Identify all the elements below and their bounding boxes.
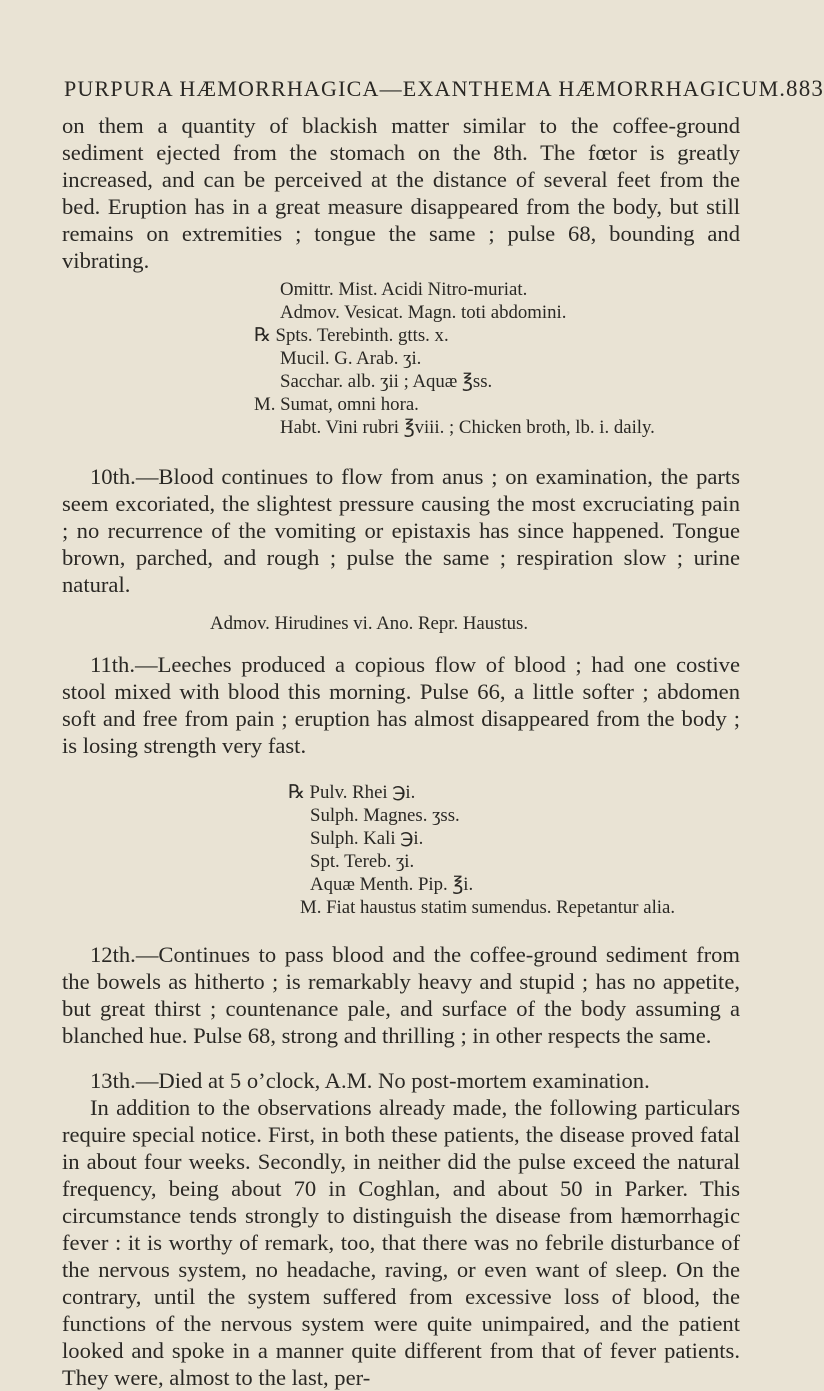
prescription-line: ℞ Pulv. Rhei ℈i. — [288, 782, 416, 803]
prescription-line: ℞ Spts. Terebinth. gtts. x. — [254, 325, 449, 346]
prescription-block-1 — [62, 278, 740, 439]
page-body — [62, 112, 740, 1391]
prescription-line: Aquæ Menth. Pip. ℥i. — [310, 874, 474, 895]
paragraph-11th: 11th.—Leeches produced a copious flow of blood ; had one costive stool mixed with blood this morning. Pulse 66, a little softer ; abdomen soft and free from pain ; eruption has almost disappeared from the body ; is losing strength very fast. — [62, 652, 740, 758]
paragraph-12th: 12th.—Continues to pass blood and the coffee-ground sediment from the bowels as hitherto ; is remarkably heavy and stupid ; has no appetite, but great thirst ; countenance pale, and surface of the body assuming a blanched hue. Pulse 68, strong and thrilling ; in other respects the same. — [62, 942, 740, 1048]
running-title: PURPURA HÆMORRHAGICA—EXANTHEMA HÆMORRHAGICUM. — [64, 76, 787, 101]
prescription-line: Admov. Vesicat. Magn. toti abdomini. — [280, 302, 567, 323]
prescription-line: M. Fiat haustus statim sumendus. Repetantur alia. — [300, 897, 676, 918]
prescription-line: M. Sumat, omni hora. — [254, 394, 419, 415]
prescription-line: Habt. Vini rubri ℥viii. ; Chicken broth, lb. i. daily. — [280, 417, 655, 438]
prescription-block-2 — [62, 781, 740, 919]
prescription-line: Sulph. Kali ℈i. — [310, 828, 424, 849]
prescription-line: Spt. Tereb. ʒi. — [310, 851, 415, 872]
paragraph-10th: 10th.—Blood continues to flow from anus ; on examination, the parts seem excoriated, the slightest pressure causing the most excruciating pain ; no recurrence of the vomiting or epistaxis has since happened. Tongue brown, parched, and rough ; pulse the same ; respiration slow ; urine natural. — [62, 464, 740, 597]
paragraph-13th: 13th.—Died at 5 o’clock, A.M. No post-mortem examination. — [90, 1068, 650, 1093]
page-number: 883 — [786, 76, 824, 101]
prescription-line: Mucil. G. Arab. ʒi. — [280, 348, 422, 369]
paragraph-continuation: on them a quantity of blackish matter similar to the coffee-ground sediment ejected from the stomach on the 8th. The fœtor is greatly increased, and can be perceived at the distance of several feet from the bed. Eruption has in a great measure disappeared from the body, but still remains on extremities ; tongue the same ; pulse 68, bounding and vibrating. — [62, 113, 740, 273]
paragraph-observations: In addition to the observations already made, the following particulars require special notice. First, in both these patients, the disease proved fatal in about four weeks. Secondly, in neither did the pulse exceed the natural frequency, being about 70 in Coghlan, and about 50 in Parker. This circumstance tends strongly to distinguish the disease from hæmorrhagic fever : it is worthy of remark, too, that there was no febrile disturbance of the nervous system, no headache, raving, or even want of sleep. On the contrary, until the system suffered from excessive loss of blood, the functions of the nervous system were quite unimpaired, and the patient looked and spoke in a manner quite different from that of fever patients. They were, almost to the last, per- — [62, 1095, 740, 1390]
admov-line: Admov. Hirudines vi. Ano. Repr. Haustus. — [210, 613, 529, 634]
prescription-line: Sulph. Magnes. ʒss. — [310, 805, 460, 826]
running-header — [64, 76, 824, 102]
prescription-line: Omittr. Mist. Acidi Nitro-muriat. — [280, 279, 528, 300]
prescription-line: Sacchar. alb. ʒii ; Aquæ ℥ss. — [280, 371, 493, 392]
